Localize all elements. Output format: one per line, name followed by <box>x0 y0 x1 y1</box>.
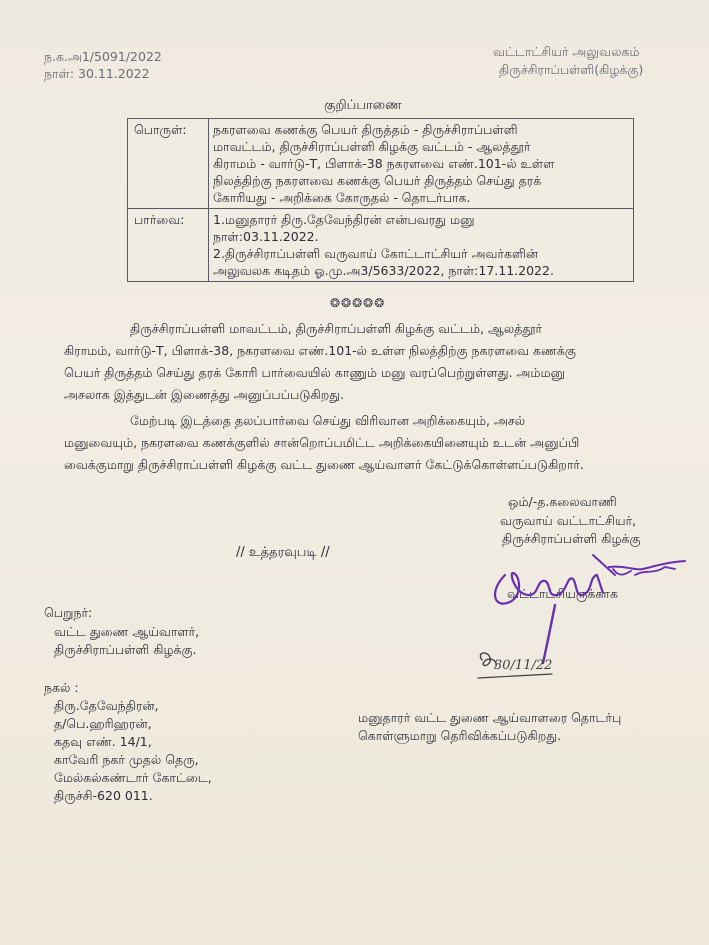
body-paragraph-2 <box>64 410 644 476</box>
recipient-line: திருச்சிராப்பள்ளி கிழக்கு. <box>54 642 197 657</box>
reference-row <box>128 209 634 282</box>
subject-line: மாவட்டம், திருச்சிராப்பள்ளி கிழக்கு வட்டம் - ஆலத்தூர் <box>213 139 531 154</box>
paragraph-line: மனுவையும், நகரளவை கணக்குளில் சான்றொப்பமிட்ட அறிக்கையினையும் உடன் அனுப்பி <box>64 435 580 450</box>
reference-line: 1.மனுதாரர் திரு.தேவேந்திரன் என்பவரது மனு <box>213 212 475 227</box>
reference-line: அலுவலக கடிதம் ஓ.மு.அ3/5633/2022, நாள்:17.11.2022. <box>213 263 554 278</box>
copy-line: மேல்கல்கண்டார் கோட்டை, <box>54 770 212 785</box>
petitioner-note-line: மனுதாரர் வட்ட துணை ஆய்வாளரை தொடர்பு <box>358 710 622 725</box>
subject-line: கிராமம் - வார்டு-T, பிளாக்-38 நகரளவை எண்.101-ல் உள்ள <box>213 156 555 171</box>
reference-line: 2.திருச்சிராப்பள்ளி வருவாய் கோட்டாட்சியர் அவர்களின் <box>213 246 538 261</box>
paragraph-line: மேற்படி இடத்தை தலப்பார்வை செய்து விரிவான அறிக்கையும், அசல் <box>130 413 526 428</box>
handwritten-date: 30/11/22 <box>494 658 553 673</box>
memo-date: நாள்: 30.11.2022 <box>44 66 150 81</box>
order-note: // உத்தரவுபடி // <box>236 545 330 560</box>
signoff-designation: வருவாய் வட்டாட்சியர், <box>500 513 637 528</box>
copy-label: நகல் : <box>44 680 79 695</box>
office-title: வட்டாட்சியர் அலுவலகம் <box>493 44 640 59</box>
signoff-name: ஒம்/-த.கலைவாணி <box>508 494 617 509</box>
body-paragraph-1 <box>64 318 644 406</box>
subject-row <box>128 119 634 209</box>
paragraph-line: பெயர் திருத்தம் செய்து தரக் கோரி பார்வையில் காணும் மனு வரப்பெற்றுள்ளது. அம்மனு <box>64 365 566 380</box>
copy-line: திருச்சி-620 011. <box>54 788 153 803</box>
reference-text <box>209 209 634 282</box>
recipient-line: வட்ட துணை ஆய்வாளர், <box>54 624 200 639</box>
copy-line: கதவு எண். 14/1, <box>54 734 152 749</box>
signoff-for: வட்டாட்சியருக்காக <box>507 586 618 601</box>
paragraph-line: வைக்குமாறு திருச்சிராப்பள்ளி கிழக்கு வட்ட துணை ஆய்வாளர் கேட்டுக்கொள்ளப்படுகிறார். <box>64 457 584 472</box>
subject-line: நிலத்திற்கு நகரளவை கணக்கு பெயர் திருத்தம் செய்து தரக் <box>213 173 542 188</box>
document-title: குறிப்பாணை <box>324 98 402 113</box>
signoff-office: திருச்சிராப்பள்ளி கிழக்கு <box>502 531 641 546</box>
subject-line: கோரியது - அறிக்கை கோருதல் - தொடர்பாக. <box>213 190 471 205</box>
paragraph-line: கிராமம், வார்டு-T, பிளாக்-38, நகரளவை எண்.101-ல் உள்ள நிலத்திற்கு நகரளவை கணக்கு <box>64 343 576 358</box>
copy-line: திரு.தேவேந்திரன், <box>54 698 159 713</box>
ornament-divider: ❂❂❂❂❂ <box>330 296 386 310</box>
recipient-label: பெறுநர்: <box>44 605 93 620</box>
subject-label: பொருள்: <box>128 119 209 209</box>
subject-text <box>209 119 634 209</box>
signature-mark <box>485 545 695 665</box>
copy-line: காவேரி நகர் முதல் தெரு, <box>54 752 199 767</box>
reference-line: நாள்:03.11.2022. <box>213 229 319 244</box>
reference-number: ந.க.அ1/5091/2022 <box>44 49 162 64</box>
paragraph-line: அசலாக இத்துடன் இணைத்து அனுப்பப்படுகிறது. <box>64 387 345 402</box>
copy-line: த/பெ.ஹரிஹரன், <box>54 716 152 731</box>
reference-label: பார்வை: <box>128 209 209 282</box>
subject-reference-table <box>127 118 634 282</box>
petitioner-note-line: கொள்ளுமாறு தெரிவிக்கப்படுகிறது. <box>358 728 562 743</box>
office-place: திருச்சிராப்பள்ளி(கிழக்கு) <box>499 62 644 77</box>
paragraph-line: திருச்சிராப்பள்ளி மாவட்டம், திருச்சிராப்பள்ளி கிழக்கு வட்டம், ஆலத்தூர் <box>130 321 543 336</box>
subject-line: நகரளவை கணக்கு பெயர் திருத்தம் - திருச்சிராப்பள்ளி <box>213 122 518 137</box>
